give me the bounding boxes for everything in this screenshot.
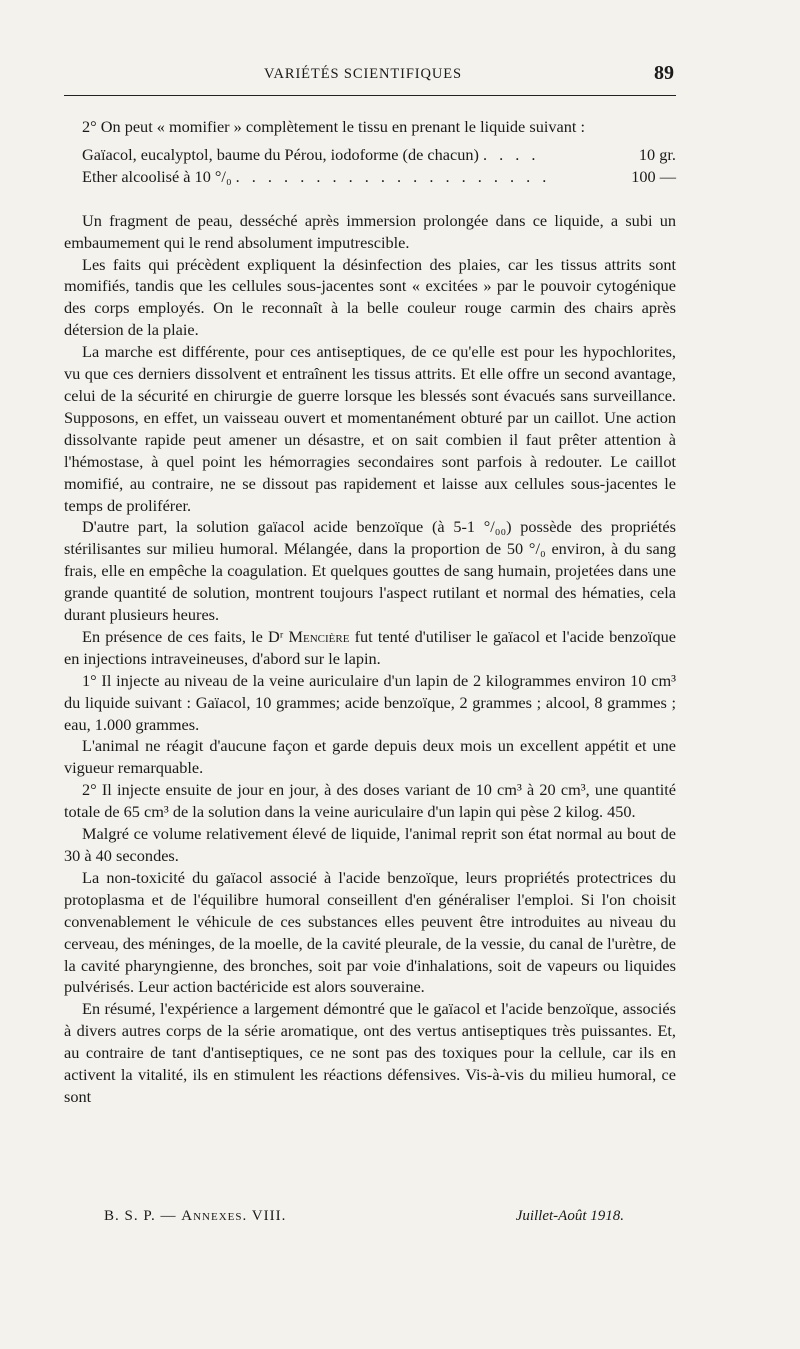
paragraph: 1° Il injecte au niveau de la veine auriculaire d'un lapin de 2 kilogrammes environ 10 cm³ du liquide suivant : Gaïacol, 10 grammes; acide benzoïque, 2 grammes ; alcool, 8 grammes ; eau, 1.000 grammes. xyxy=(64,670,676,734)
header-rule xyxy=(64,95,676,96)
recipe-row xyxy=(82,166,676,188)
paragraph-menciere xyxy=(64,626,676,670)
text-run: . VIII. xyxy=(242,1208,287,1224)
body-text xyxy=(64,116,676,1108)
recipe-quantity: 100 — xyxy=(631,166,676,186)
footer-date: Juillet-Août 1918. xyxy=(515,1208,624,1224)
paragraph: Les faits qui précèdent expliquent la désinfection des plaies, car les tissus attrits sont momifiés, tandis que les cellules sous-jacentes sont « excitées » par le pouvoir cytogénique des corps employés. On le reconnaît à la belle couleur rouge carmin des chairs après détersion de la plaie. xyxy=(64,254,676,340)
paragraph: D'autre part, la solution gaïacol acide benzoïque (à 5-1 °/₀₀) possède des propriétés stérilisantes sur milieu humoral. Mélangée, dans la proportion de 50 °/₀ environ, à du sang frais, elle en empêche la coagulation. Et quelques gouttes de sang humain, projetées dans une grande quantité de solution, montrent toujours l'aspect rutilant et normal des hématies, cela durant plusieurs heures. xyxy=(64,517,676,625)
recipe-dots: . . . . xyxy=(482,144,540,164)
footer-source xyxy=(104,1208,286,1225)
page-number: 89 xyxy=(654,62,674,84)
paragraph: L'animal ne réagit d'aucune façon et garde depuis deux mois un excellent appétit et une vigueur remarquable. xyxy=(64,736,676,778)
header-title: VARIÉTÉS SCIENTIFIQUES xyxy=(264,66,462,82)
paragraph: La marche est différente, pour ces antiseptiques, de ce qu'elle est pour les hypochlorites, vu que ces derniers dissolvent et entraînent les tissus attrits. Et elle offre un second avantage, celui de la sécurité en chirurgie de guerre lorsque les blessés sont évacués sans surveillance. Supposons, en effet, un vaisseau ouvert et momentanément obturé par un caillot. Une action dissolvante rapide peut amener un désastre, et on sait combien il faut prêter attention à l'hémostase, à quel point les hémorragies secondaires sont parfois à redouter. Le caillot momifié, au contraire, ne se dissout pas rapidement et laisse aux cellules sous-jacentes le temps de proliférer. xyxy=(64,342,676,515)
footer-annexes: Annexes xyxy=(181,1208,243,1224)
paragraph: La non-toxicité du gaïacol associé à l'acide benzoïque, leurs propriétés protectrices du protoplasma et de l'équilibre humoral conseillent d'en généraliser l'emploi. Si l'on choisit convenablement le véhicule de ces substances elles peuvent être introduites au niveau du cerveau, des méninges, de la moelle, de la cavité pleurale, de la vessie, du canal de l'urètre, de la cavité pharyngienne, des bronches, soit par voie d'inhalations, soit de vapeurs ou liquides pulvérisés. Leur action bactéricide est alors souveraine. xyxy=(64,867,676,997)
recipe-quantity: 10 gr. xyxy=(638,144,676,164)
paragraph: En résumé, l'expérience a largement démontré que le gaïacol et l'acide benzoïque, associés à divers autres corps de la série aromatique, ont des vertus antiseptiques très puissantes. Et, au contraire de tant d'antiseptiques, ce ne sont pas des toxiques pour la cellule, car ils en activent la vitalité, ils en stimulent les réactions défensives. Vis-à-vis du milieu humoral, ce sont xyxy=(64,999,676,1106)
intro-paragraph: 2° On peut « momifier » complètement le tissu en prenant le liquide suivant : xyxy=(82,117,585,136)
text-run: En présence de ces faits, le Dʳ xyxy=(82,626,289,646)
spacer xyxy=(64,188,676,210)
paragraph: Malgré ce volume relativement élevé de liquide, l'animal reprit son état normal au bout de 30 à 40 secondes. xyxy=(64,824,676,865)
recipe-ingredient: Ether alcoolisé à 10 °/₀ xyxy=(82,166,232,186)
recipe-list xyxy=(82,144,676,188)
author-name: Mencière xyxy=(288,626,350,646)
text-run: fut tenté d'utiliser le gaïacol et l'acide benzoïque en injections intraveineuses, d'abord sur le lapin. xyxy=(64,626,677,668)
paragraph: 2° Il injecte ensuite de jour en jour, à des doses variant de 10 cm³ à 20 cm³, une quantité totale de 65 cm³ de la solution dans la veine auriculaire d'un lapin qui pèse 2 kilog. 450. xyxy=(64,780,676,822)
text-run: B. S. P. — xyxy=(104,1208,182,1224)
recipe-row xyxy=(82,144,676,166)
recipe-ingredient: Gaïacol, eucalyptol, baume du Pérou, iodoforme (de chacun) xyxy=(82,144,479,164)
recipe-dots: . . . . . . . . . . . . . . . . . . . . xyxy=(235,166,551,186)
paragraph: Un fragment de peau, desséché après immersion prolongée dans ce liquide, a subi un embaumement qui le rend absolument imputrescible. xyxy=(64,210,676,252)
running-header xyxy=(64,62,676,90)
